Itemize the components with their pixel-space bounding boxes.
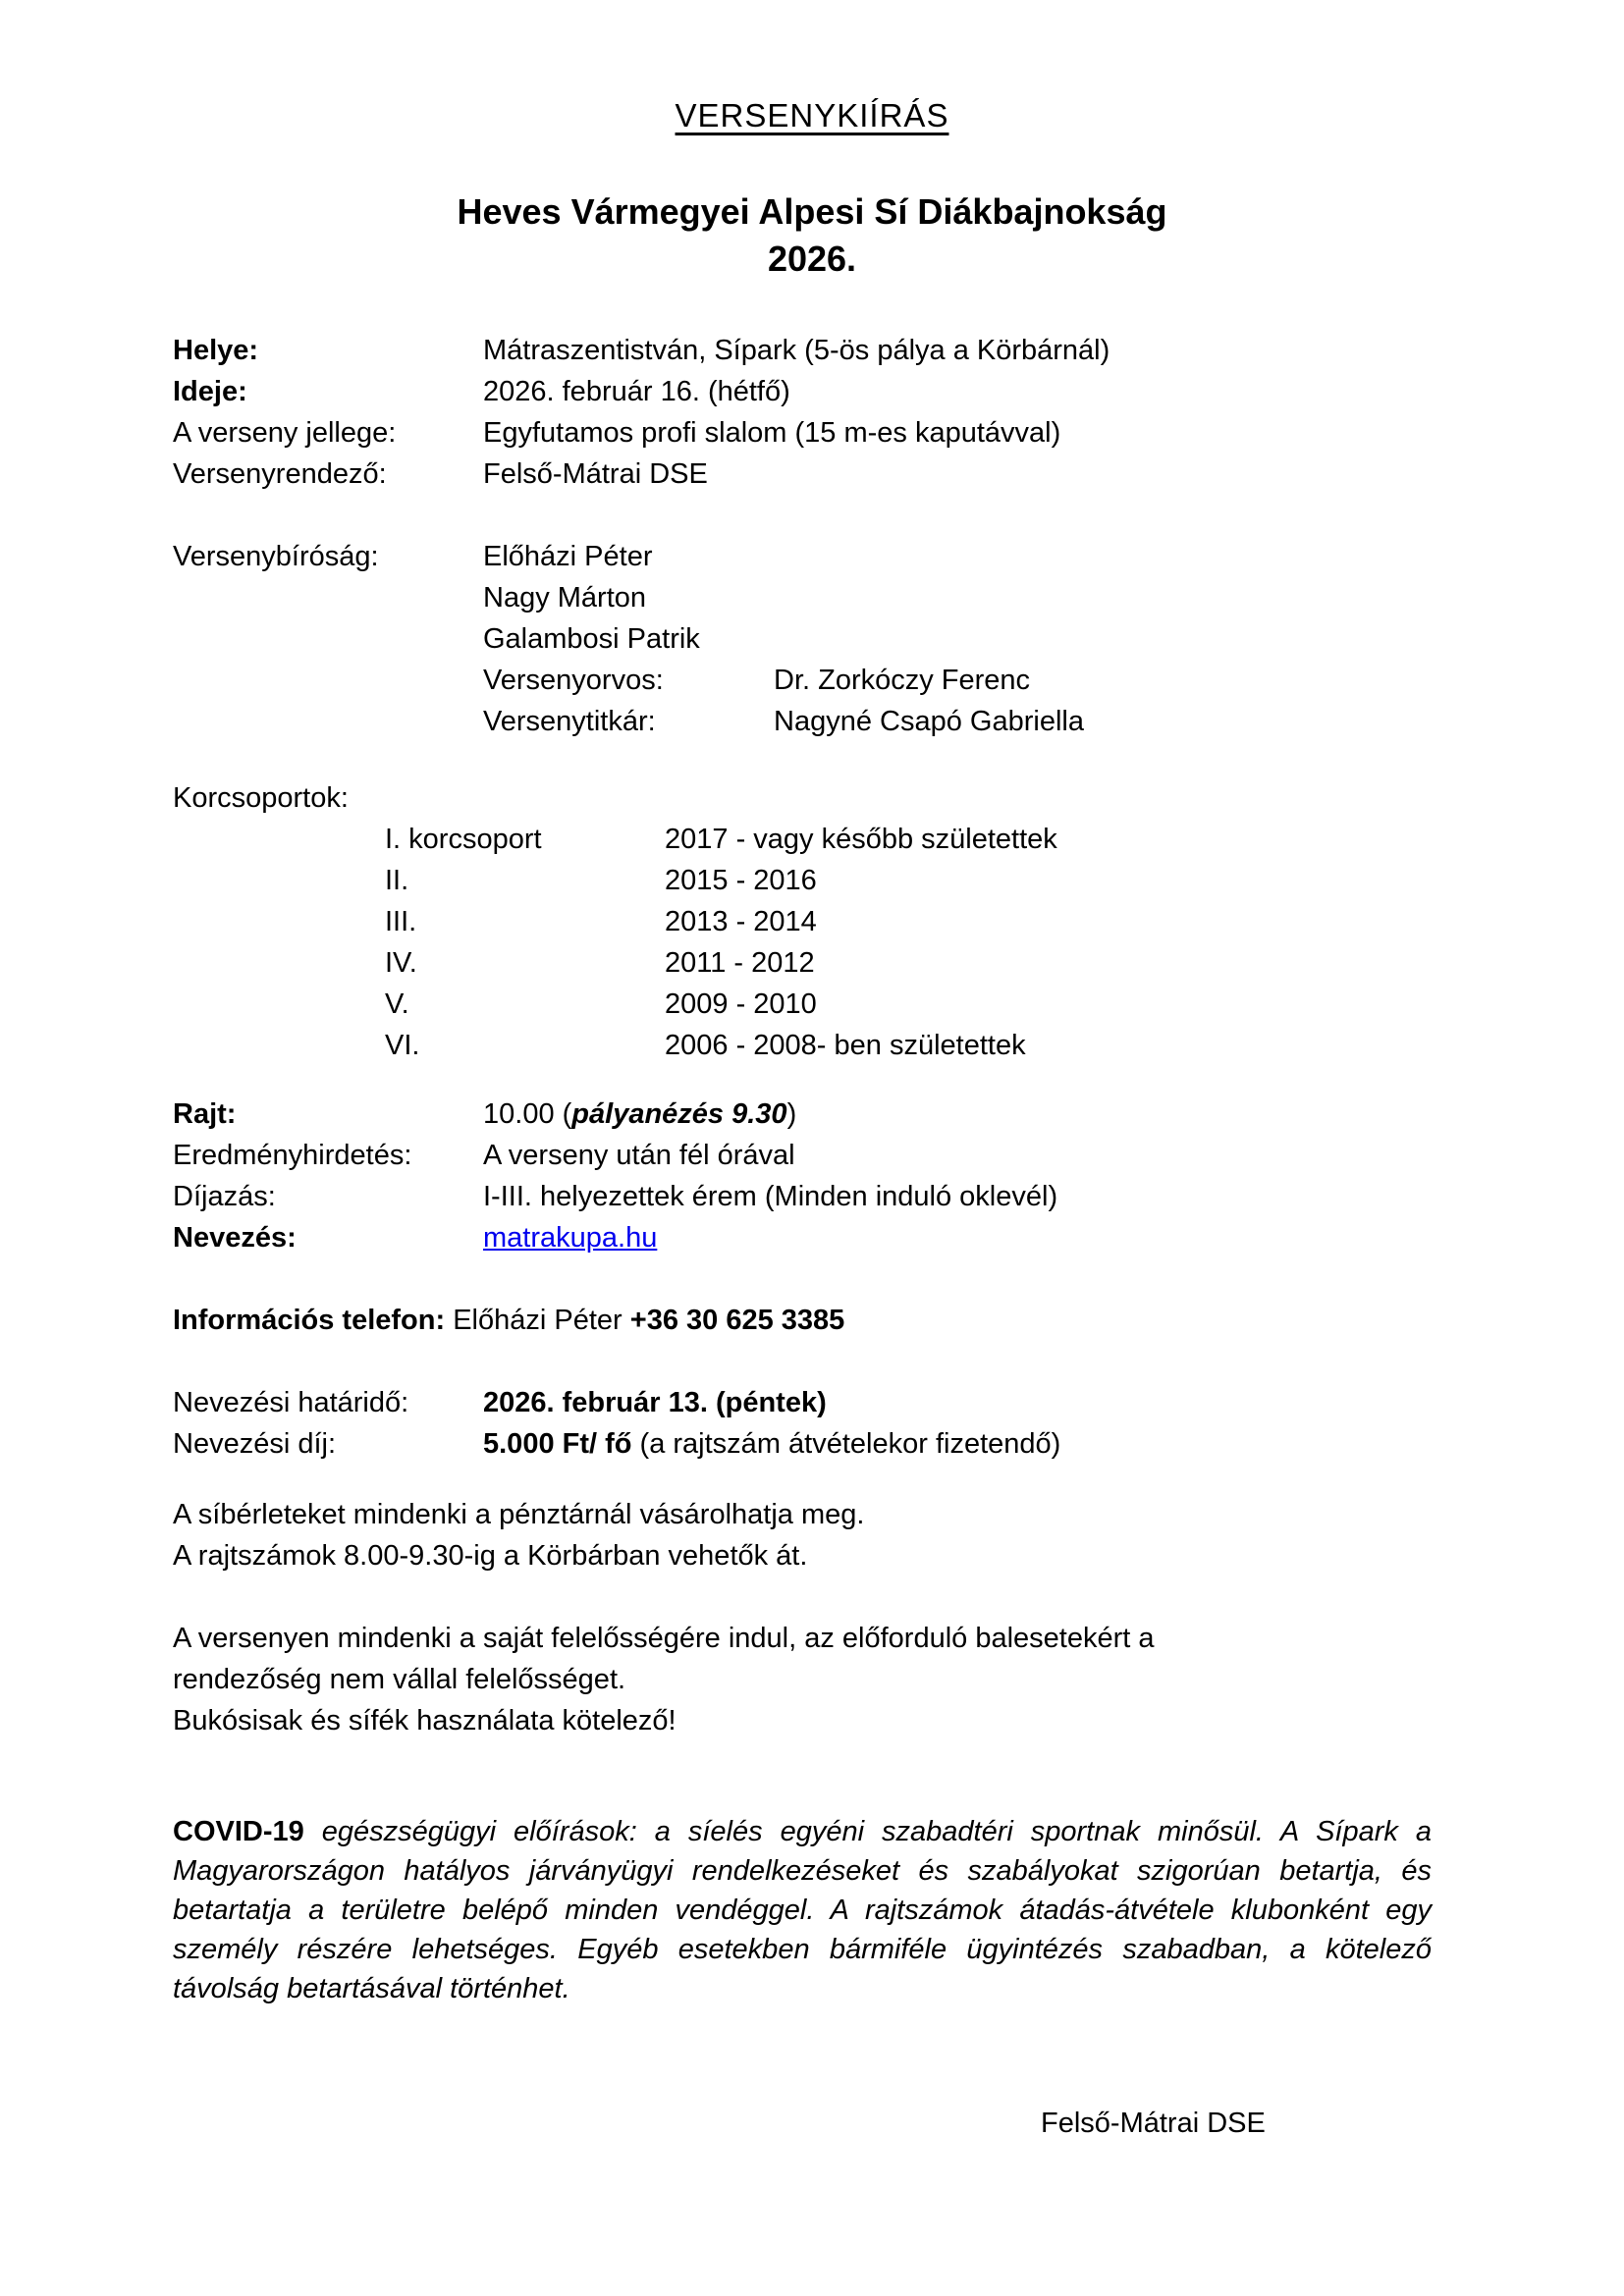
jury-row bbox=[173, 577, 1451, 618]
age-group-name: IV. bbox=[385, 947, 417, 979]
spacer bbox=[173, 577, 483, 618]
race-value: I-III. helyezettek érem (Minden induló oklevél) bbox=[483, 1181, 1058, 1212]
note-line: A síbérleteket mindenki a pénztárnál vásárolhatja meg. bbox=[173, 1499, 865, 1530]
start-close-paren: ) bbox=[786, 1098, 797, 1130]
spacer bbox=[173, 618, 483, 660]
race-label: Nevezés: bbox=[173, 1222, 297, 1254]
age-group-years: 2011 - 2012 bbox=[665, 947, 815, 979]
jury-row bbox=[173, 536, 1451, 577]
age-group-row bbox=[385, 819, 1451, 860]
entry-link[interactable]: matrakupa.hu bbox=[483, 1222, 658, 1254]
age-group-row bbox=[385, 984, 1451, 1025]
official-role: Versenyorvos: bbox=[483, 665, 664, 696]
age-group-row bbox=[385, 860, 1451, 901]
race-table bbox=[173, 1094, 1451, 1258]
age-group-name: VI. bbox=[385, 1030, 420, 1061]
notes-block-1 bbox=[173, 1494, 1451, 1576]
info-row-place bbox=[173, 330, 1451, 371]
age-group-row bbox=[385, 901, 1451, 942]
race-row-awards bbox=[173, 1176, 1451, 1217]
race-row-entry bbox=[173, 1217, 1451, 1258]
spacer bbox=[173, 660, 483, 701]
info-value: Mátraszentistván, Sípark (5-ös pálya a Körbárnál) bbox=[483, 335, 1110, 366]
jury-row bbox=[173, 618, 1451, 660]
phone-contact-name: Előházi Péter bbox=[445, 1305, 630, 1336]
official bbox=[483, 660, 1451, 701]
official-role: Versenytitkár: bbox=[483, 706, 656, 737]
deadline-table bbox=[173, 1382, 1451, 1465]
age-group-name: I. korcsoport bbox=[385, 824, 542, 855]
event-title bbox=[173, 188, 1451, 283]
info-label: Versenyrendező: bbox=[173, 458, 387, 490]
info-label: Ideje: bbox=[173, 376, 247, 407]
jury-member: Galambosi Patrik bbox=[483, 623, 700, 655]
phone-label: Információs telefon: bbox=[173, 1305, 446, 1336]
race-label: Díjazás: bbox=[173, 1181, 276, 1212]
course-inspection: pályanézés 9.30 bbox=[571, 1098, 787, 1130]
race-row-start bbox=[173, 1094, 1451, 1135]
event-title-line: Heves Vármegyei Alpesi Sí Diákbajnokság bbox=[457, 191, 1167, 232]
deadline-value bbox=[483, 1423, 1451, 1465]
info-label: Helye: bbox=[173, 335, 259, 366]
covid-body: egészségügyi előírások: a síelés egyéni szabadtéri sportnak minősül. A Sípark a Magyarországon hatályos járványügyi rendelkezéseket és szabályokat szigorúan betartja, és betartatja a területre belépő minden vendéggel. A rajtszámok átadás-átvétele klubonként egy személy részére lehetséges. Egyéb esetekben bármiféle ügyintézés szabadban, a kötelező távolság betartásával történhet. bbox=[173, 1816, 1432, 2004]
official-name: Nagyné Csapó Gabriella bbox=[774, 706, 1084, 737]
doc-title bbox=[173, 94, 1451, 137]
info-row-date bbox=[173, 371, 1451, 412]
note-line: A versenyen mindenki a saját felelősségére indul, az előforduló balesetekért a bbox=[173, 1623, 1155, 1654]
age-group-name: V. bbox=[385, 988, 409, 1020]
jury-table bbox=[173, 536, 1451, 742]
info-row-organizer bbox=[173, 454, 1451, 495]
start-time: 10.00 ( bbox=[483, 1098, 572, 1130]
footer-signature: Felső-Mátrai DSE bbox=[1041, 2108, 1266, 2139]
age-group-years: 2017 - vagy később születettek bbox=[665, 824, 1057, 855]
deadline-row-fee bbox=[173, 1423, 1451, 1465]
age-group-years: 2013 - 2014 bbox=[665, 906, 817, 937]
age-groups-heading: Korcsoportok: bbox=[173, 782, 349, 814]
age-group-name: II. bbox=[385, 865, 409, 896]
race-label: Eredményhirdetés: bbox=[173, 1140, 412, 1171]
jury-member: Előházi Péter bbox=[483, 541, 653, 572]
jury-label: Versenybíróság: bbox=[173, 541, 379, 572]
info-value: Egyfutamos profi slalom (15 m-es kaputávval) bbox=[483, 417, 1061, 449]
doc-title-text: VERSENYKIÍRÁS bbox=[675, 97, 949, 133]
jury-row-doctor bbox=[173, 660, 1451, 701]
race-value bbox=[483, 1217, 1451, 1258]
age-group-years: 2015 - 2016 bbox=[665, 865, 817, 896]
race-row-results bbox=[173, 1135, 1451, 1176]
age-group-years: 2006 - 2008- ben születettek bbox=[665, 1030, 1026, 1061]
spacer bbox=[173, 701, 483, 742]
info-label: A verseny jellege: bbox=[173, 417, 397, 449]
age-group-row bbox=[385, 942, 1451, 984]
info-row-type bbox=[173, 412, 1451, 454]
phone-row bbox=[173, 1300, 1451, 1341]
age-group-row bbox=[385, 1025, 1451, 1066]
age-groups-table bbox=[173, 819, 1451, 1066]
note-line: A rajtszámok 8.00-9.30-ig a Körbárban vehetők át. bbox=[173, 1540, 808, 1572]
info-value: 2026. február 16. (hétfő) bbox=[483, 376, 790, 407]
covid-paragraph bbox=[173, 1812, 1432, 2008]
info-table bbox=[173, 330, 1451, 495]
fee-note: (a rajtszám átvételekor fizetendő) bbox=[631, 1428, 1061, 1460]
phone-number: +36 30 625 3385 bbox=[629, 1305, 845, 1336]
note-line: Bukósisak és sífék használata kötelező! bbox=[173, 1705, 677, 1736]
age-group-years: 2009 - 2010 bbox=[665, 988, 817, 1020]
race-value: A verseny után fél órával bbox=[483, 1140, 795, 1171]
race-value bbox=[483, 1094, 1451, 1135]
event-title-year: 2026. bbox=[767, 239, 857, 279]
race-label: Rajt: bbox=[173, 1098, 237, 1130]
jury-member: Nagy Márton bbox=[483, 582, 647, 614]
official-name: Dr. Zorkóczy Ferenc bbox=[774, 665, 1031, 696]
note-line: rendezőség nem vállal felelősséget. bbox=[173, 1664, 626, 1695]
official bbox=[483, 701, 1451, 742]
deadline-label: Nevezési díj: bbox=[173, 1428, 337, 1460]
covid-lead: COVID-19 bbox=[173, 1816, 304, 1847]
jury-row-secretary bbox=[173, 701, 1451, 742]
info-value: Felső-Mátrai DSE bbox=[483, 458, 708, 490]
notes-block-2 bbox=[173, 1618, 1451, 1741]
age-group-name: III. bbox=[385, 906, 417, 937]
deadline-value: 2026. február 13. (péntek) bbox=[483, 1387, 827, 1418]
deadline-label: Nevezési határidő: bbox=[173, 1387, 409, 1418]
fee-amount: 5.000 Ft/ fő bbox=[483, 1428, 632, 1460]
deadline-row-date bbox=[173, 1382, 1451, 1423]
